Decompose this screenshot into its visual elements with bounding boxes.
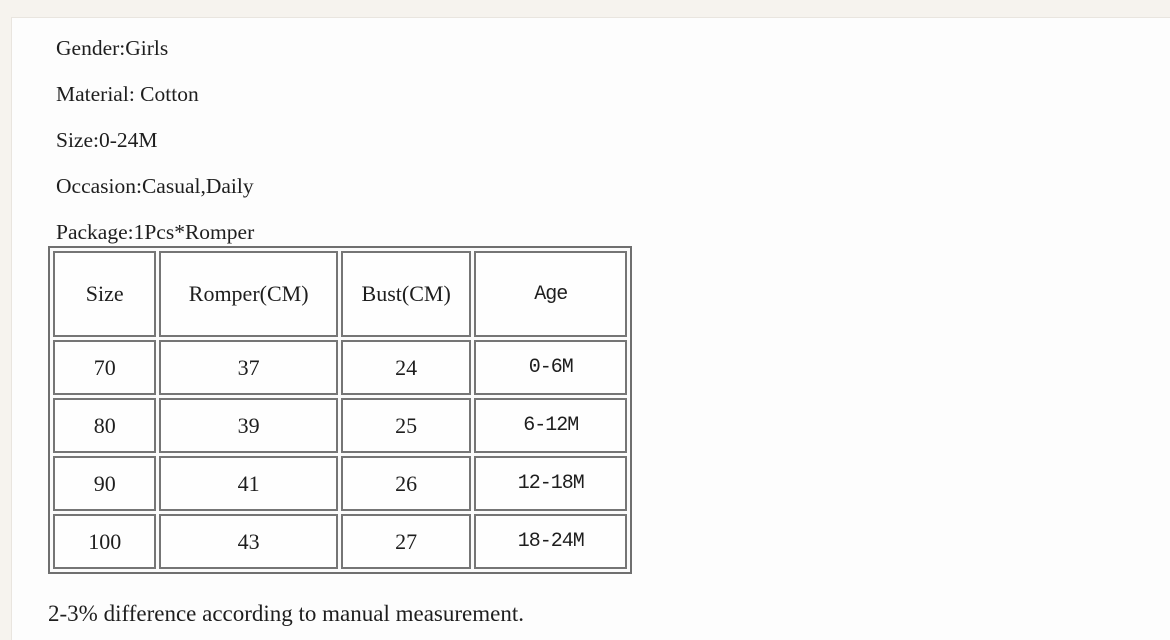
size-chart-cell-bust: 25 <box>341 398 472 453</box>
size-chart-cell-size: 100 <box>53 514 156 569</box>
size-chart-header-row <box>53 251 627 337</box>
size-chart-cell-romper: 43 <box>159 514 338 569</box>
size-chart-row-100 <box>53 514 627 569</box>
product-info-occasion: Occasion:Casual,Daily <box>56 174 254 198</box>
size-chart-row-90 <box>53 456 627 511</box>
size-chart-cell-age: 6-12M <box>474 398 627 453</box>
size-chart-row-80 <box>53 398 627 453</box>
product-info-gender: Gender:Girls <box>56 36 169 60</box>
size-chart-cell-romper: 39 <box>159 398 338 453</box>
size-chart-cell-romper: 41 <box>159 456 338 511</box>
size-chart-header-age: Age <box>474 251 627 337</box>
size-chart-cell-age: 12-18M <box>474 456 627 511</box>
size-chart-cell-bust: 26 <box>341 456 472 511</box>
product-info-package: Package:1Pcs*Romper <box>56 220 255 244</box>
size-chart-cell-size: 90 <box>53 456 156 511</box>
size-chart-cell-bust: 27 <box>341 514 472 569</box>
size-chart-cell-size: 80 <box>53 398 156 453</box>
size-chart-header-size: Size <box>53 251 156 337</box>
size-chart-cell-age: 0-6M <box>474 340 627 395</box>
size-chart-cell-romper: 37 <box>159 340 338 395</box>
size-chart-cell-bust: 24 <box>341 340 472 395</box>
product-description-panel <box>11 17 1170 640</box>
product-info-block <box>56 25 254 255</box>
size-chart-header-romper: Romper(CM) <box>159 251 338 337</box>
size-chart-cell-age: 18-24M <box>474 514 627 569</box>
product-info-size: Size:0-24M <box>56 128 158 152</box>
product-info-material: Material: Cotton <box>56 82 199 106</box>
size-chart-table <box>48 246 632 574</box>
size-chart-row-70 <box>53 340 627 395</box>
size-chart-header-bust: Bust(CM) <box>341 251 472 337</box>
size-chart-cell-size: 70 <box>53 340 156 395</box>
measurement-note: 2-3% difference according to manual measurement. <box>48 601 524 626</box>
